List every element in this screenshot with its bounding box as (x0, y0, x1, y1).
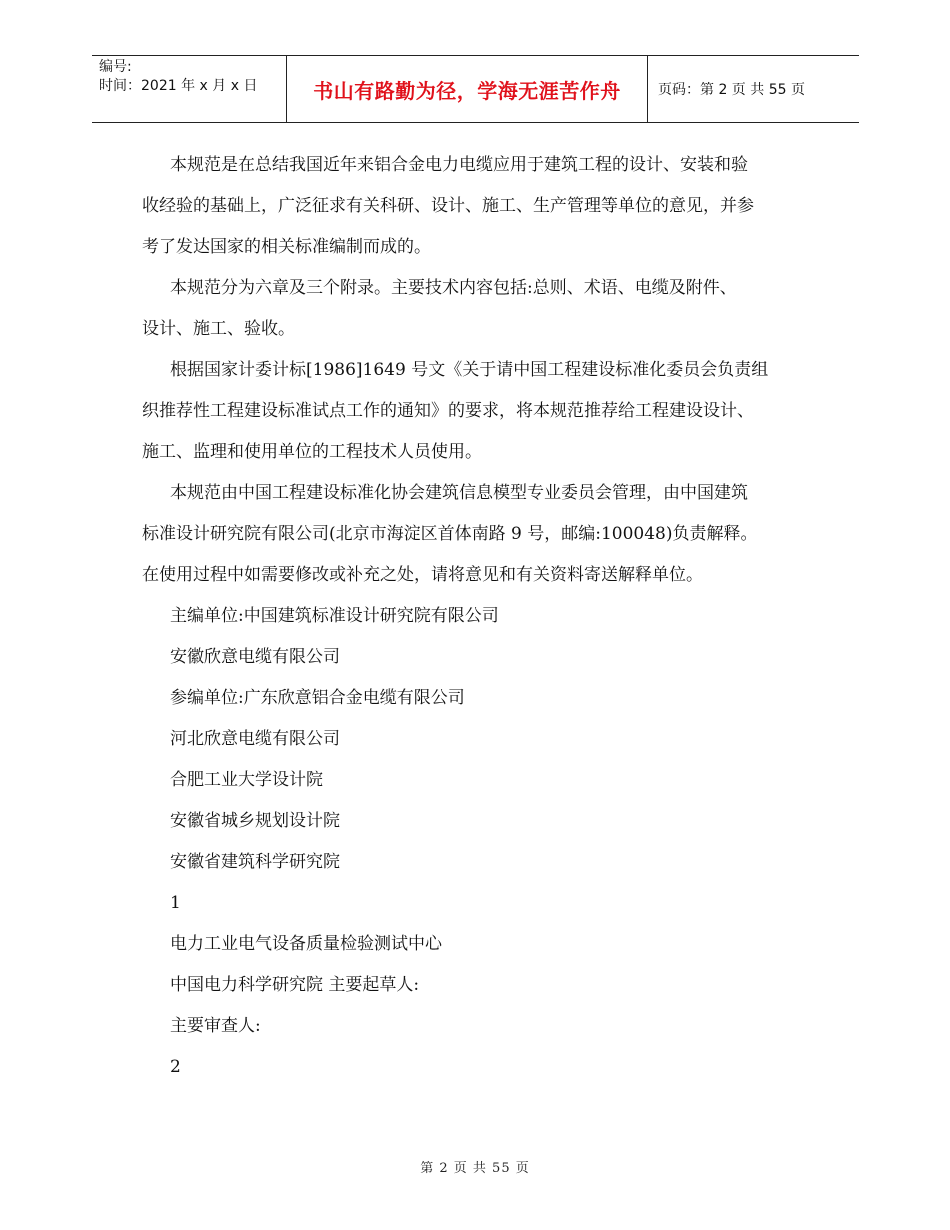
editor-unit-line: 主编单位:中国建筑标准设计研究院有限公司 (170, 606, 499, 626)
document-number-label: 编号: (99, 59, 132, 75)
header-motto: 书山有路勤为径，学海无涯苦作舟 (313, 78, 621, 103)
drafter-line: 中国电力科学研究院 主要起草人: (170, 975, 420, 995)
body-line: 在使用过程中如需要修改或补充之处，请将意见和有关资料寄送解释单位。 (142, 565, 703, 585)
participant-unit-line: 安徽省建筑科学研究院 (170, 852, 340, 872)
header-motto-cell (286, 56, 648, 122)
editor-unit-line: 安徽欣意电缆有限公司 (170, 647, 340, 667)
body-line: 施工、监理和使用单位的工程技术人员使用。 (142, 442, 482, 462)
participant-unit-line: 电力工业电气设备质量检验测试中心 (170, 934, 442, 954)
participant-unit-line: 参编单位:广东欣意铝合金电缆有限公司 (170, 688, 465, 708)
body-line: 本规范分为六章及三个附录。主要技术内容包括:总则、术语、电缆及附件、 (170, 278, 737, 298)
body-line: 标准设计研究院有限公司(北京市海淀区首体南路 9 号，邮编:100048)负责解释。 (142, 524, 758, 544)
section-number: 1 (170, 893, 181, 913)
document-body (142, 155, 822, 1098)
participant-unit-line: 合肥工业大学设计院 (170, 770, 323, 790)
body-line: 考了发达国家的相关标准编制而成的。 (142, 237, 431, 257)
body-line: 本规范由中国工程建设标准化协会建筑信息模型专业委员会管理，由中国建筑 (170, 483, 748, 503)
body-line: 本规范是在总结我国近年来铝合金电力电缆应用于建筑工程的设计、安装和验 (170, 155, 748, 175)
header-page-info: 页码：第 2 页 共 55 页 (658, 82, 805, 98)
participant-unit-line: 安徽省城乡规划设计院 (170, 811, 340, 831)
document-time-label: 时间：2021 年 x 月 x 日 (99, 78, 258, 94)
page-header (92, 55, 859, 123)
section-number: 2 (170, 1057, 181, 1077)
body-line: 收经验的基础上，广泛征求有关科研、设计、施工、生产管理等单位的意见，并参 (142, 196, 754, 216)
reviewer-line: 主要审查人: (170, 1016, 261, 1036)
page-footer: 第 2 页 共 55 页 (420, 1161, 530, 1176)
body-line: 织推荐性工程建设标准试点工作的通知》的要求，将本规范推荐给工程建设设计、 (142, 401, 754, 421)
participant-unit-line: 河北欣意电缆有限公司 (170, 729, 340, 749)
body-line: 根据国家计委计标[1986]1649 号文《关于请中国工程建设标准化委员会负责组 (170, 360, 769, 380)
body-line: 设计、施工、验收。 (142, 319, 295, 339)
header-meta (99, 58, 279, 96)
